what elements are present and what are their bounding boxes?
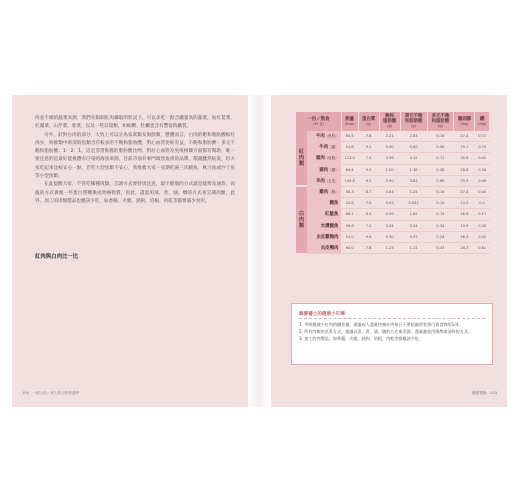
table-cell: 9.5	[358, 164, 379, 175]
table-cell: 30.8	[454, 153, 475, 164]
table-cell: 1.11	[400, 242, 427, 253]
table-cell: 0.17	[475, 209, 490, 220]
table-row	[296, 242, 490, 253]
col-header-unit: (mg)	[460, 121, 469, 126]
food-name: 豬肉	[316, 156, 325, 162]
table-cell: 0.30	[475, 220, 490, 231]
table-cell: 0.43	[427, 242, 454, 253]
table-cell: 0.71	[427, 153, 454, 164]
paragraph: 另外，針對白肉的部分，大致上可以分為家禽類及海鮮類，整體而言，白肉的飽和脂肪酸較紅肉少，海鮮類中的深海魚類含有較多的不飽和脂肪酸，對心血管比較有益，不飽和脂肪酸：多元不飽和脂肪酸：1：2：1，這是非常推薦的脂肪酸比例，對於心血管及免疫相關方面都有幫助，唯一要注意的是最好能挑選有汙染的海魚來源，目前市面有專門販售魚肉的品牌，價錢雖然較貴，但大家吃起來比較安心一點，若吃大型魚類不安心，我推薦大家一星期吃兩三次鯖魚、秋刀魚或沙丁魚等小型魚類。	[35, 132, 235, 180]
row-group-label: 白 肉 類	[296, 186, 307, 253]
table-cell: 0.1	[475, 198, 490, 209]
table-cell: 0.42	[475, 153, 490, 164]
body-text	[35, 115, 235, 206]
table-row	[296, 164, 490, 175]
food-cut: （腱）	[328, 145, 339, 150]
row-food-name	[307, 242, 341, 253]
table-cell: 0.60	[400, 142, 427, 153]
table-cell: 32.6	[341, 198, 358, 209]
food-name: 水漬鮪魚	[320, 223, 339, 229]
table-cell: 0.16	[427, 131, 454, 142]
table-cell: 0.24	[400, 220, 427, 231]
col-header-pufa	[427, 112, 454, 131]
table-row	[296, 198, 490, 209]
col-header-unit: (Kcal)	[344, 121, 355, 126]
table-cell: 3.83	[400, 175, 427, 186]
table-cell: 2.90	[379, 175, 400, 186]
table-cell: 0.40	[475, 186, 490, 197]
table-cell: 0.34	[427, 220, 454, 231]
col-header-label: 鐵	[480, 116, 485, 122]
table-cell: 9.6	[358, 231, 379, 242]
col-header-label: 單元不飽 和脂肪酸	[404, 114, 423, 124]
col-header-label: 蛋白質	[361, 116, 376, 122]
col-header-iron	[475, 112, 490, 131]
row-food-name	[307, 164, 341, 175]
food-name: 去皮雞胸肉	[316, 234, 339, 240]
food-name: 牛肉	[316, 134, 325, 140]
table-cell: 1.25	[379, 242, 400, 253]
left-footer: 196 一個人的一家人的日常營養學	[22, 391, 80, 395]
table-cell: 66.1	[341, 209, 358, 220]
table-cell: 0.032	[400, 198, 427, 209]
tip-item: 3. 加工的肉製品，如香腸、火腿、熱狗、培根、肉乾等都應該少吃。	[299, 336, 423, 342]
col-header-label: 膽固醇	[457, 116, 471, 122]
table-cell: 7.8	[358, 242, 379, 253]
table-cell: 109.8	[341, 175, 358, 186]
table-cell: 8.4	[358, 209, 379, 220]
row-food-name	[307, 153, 341, 164]
col-header-item	[296, 112, 341, 131]
col-header-protein	[358, 112, 379, 131]
tips-divider	[299, 318, 485, 319]
table-row	[296, 220, 490, 231]
food-name: 豬肉	[319, 167, 329, 173]
table-cell: 0.24	[379, 220, 400, 231]
table-header-row	[296, 112, 490, 131]
col-header-mufa	[400, 112, 427, 131]
table-cell: 1.00	[379, 164, 400, 175]
table-cell: 4.12	[400, 153, 427, 164]
table-cell: 13.9	[454, 220, 475, 231]
col-header-unit: （35 克）	[310, 121, 327, 126]
food-name: 雞肉	[319, 190, 329, 196]
row-food-name	[307, 142, 341, 153]
col-header-cholesterol	[454, 112, 475, 131]
right-footer: 醣類選脂 203	[472, 391, 497, 395]
table-cell: 64.4	[341, 164, 358, 175]
food-name: 去皮鴨肉	[320, 245, 339, 251]
table-cell: 2.21	[379, 131, 400, 142]
tip-item: 1. 平時應減少紅肉的攝食量，建議成人盡量控制紅肉每日不要超過所有蛋白質食物的1/4。	[299, 322, 463, 327]
table-row	[296, 175, 490, 186]
table-row	[296, 153, 490, 164]
table-cell: 3.36	[379, 153, 400, 164]
table-cell: 2.63	[400, 131, 427, 142]
table-row	[296, 209, 490, 220]
tip-item: 2. 所有肉類的烹煮方式，建議以蒸、煮、滷、燉的方式來烹調，盡量避免用燒烤或油炸的方式。	[299, 329, 473, 335]
table-cell: 0.49	[475, 175, 490, 186]
left-page	[12, 95, 248, 407]
food-cut: （里肌）	[324, 156, 339, 161]
col-header-unit: (g)	[438, 124, 443, 128]
right-page	[271, 95, 507, 407]
table-cell: 0.32	[475, 231, 490, 242]
table-cell: 26.3	[454, 231, 475, 242]
tips-title: 韓營養士的健康小叮嚀	[299, 312, 345, 317]
section-subhead: 紅肉與白肉比一比	[35, 254, 79, 260]
food-cut: （五花）	[324, 178, 339, 183]
table-row	[296, 186, 490, 197]
table-cell: 8.7	[358, 186, 379, 197]
table-cell: 28.8	[454, 164, 475, 175]
table-cell: 7.4	[358, 153, 379, 164]
nutrition-table	[296, 112, 490, 255]
book-spine	[248, 95, 271, 407]
row-food-name	[307, 198, 341, 209]
paragraph: 在此提醒大家，不管吃哪種肉類，烹調方式要特別注意，最不健康的方式就是燒烤及油炸，高溫的方式會使一些蛋白質轉換成致癌物質，因此，盡量用蒸、煮、滷、燉的方式來烹調肉類，此外，加工的肉類製品也應該少吃，如香腸、火腿、熱狗、培根、肉乾等都要減少食用。	[35, 182, 235, 204]
table-cell: 0.30	[379, 231, 400, 242]
table-cell: 1.24	[400, 186, 427, 197]
food-cut: （里肌）	[324, 134, 339, 139]
table-cell: 1.62	[400, 209, 427, 220]
table-cell: 0.34	[475, 164, 490, 175]
table-cell: 7.0	[358, 198, 379, 209]
food-name: 羊肉	[316, 178, 325, 184]
table-cell: 113.4	[341, 153, 358, 164]
row-food-name	[307, 131, 341, 142]
row-group-label: 紅 肉 類	[296, 131, 307, 186]
table-cell: 0.06	[427, 142, 454, 153]
table-cell: 6.5	[358, 175, 379, 186]
table-cell: 0.72	[475, 131, 490, 142]
table-cell: 29.5	[454, 175, 475, 186]
col-header-label: 熱量	[345, 116, 355, 122]
table-cell: 0.84	[379, 186, 400, 197]
row-food-name	[307, 175, 341, 186]
table-cell: 84.5	[341, 131, 358, 142]
table-cell: 19.1	[454, 142, 475, 153]
table-cell: 26.7	[454, 242, 475, 253]
table-cell: 0.03	[379, 198, 400, 209]
col-header-label: 一份／熟食	[307, 116, 330, 122]
table-row	[296, 231, 490, 242]
food-name: 牛肉	[319, 145, 329, 151]
table-cell: 27.4	[454, 186, 475, 197]
table-cell: 0.66	[427, 175, 454, 186]
paragraph: 肉並不總的蔬菜來源，我們在限制紅肉攝取的狀況下，可以多吃一點含鐵量高的蔬菜，如紅莧菜、紅鳳菜、山芹菜、紫菜，以及一些貝殼類，如蛤蜊、牡蠣也含有豐富的鐵質。	[35, 116, 235, 130]
food-name: 紅鮭魚	[325, 212, 339, 218]
row-food-name	[307, 220, 341, 231]
table-cell: 14.5	[454, 198, 475, 209]
table-row	[296, 142, 490, 153]
table-cell: 0.81	[475, 242, 490, 253]
table-cell: 9.1	[358, 142, 379, 153]
col-header-calories	[341, 112, 358, 131]
table-cell: 0.40	[379, 142, 400, 153]
table-cell: 0.74	[427, 209, 454, 220]
table-cell: 60.0	[341, 242, 358, 253]
table-row	[296, 131, 490, 142]
table-cell: 51.0	[341, 231, 358, 242]
table-cell: 51.8	[341, 142, 358, 153]
col-header-unit: (g)	[411, 124, 416, 128]
col-header-saturated-fat	[379, 112, 400, 131]
table-cell: 0.24	[427, 231, 454, 242]
row-food-name	[307, 186, 341, 197]
table-cell: 27.4	[454, 131, 475, 142]
food-cut: （腱）	[328, 167, 339, 172]
table-cell: 0.75	[475, 142, 490, 153]
col-header-unit: (mg)	[478, 121, 487, 126]
table-cell: 7.2	[358, 220, 379, 231]
nutrition-table-body	[296, 131, 490, 254]
col-header-unit: (g)	[366, 121, 371, 126]
table-cell: 0.28	[427, 164, 454, 175]
row-food-name	[307, 231, 341, 242]
table-cell: 39.8	[341, 220, 358, 231]
row-food-name	[307, 209, 341, 220]
col-header-unit: (g)	[387, 124, 393, 128]
food-cut: （胸）	[328, 190, 339, 195]
col-header-label: 多元不飽 和脂肪酸	[431, 114, 450, 124]
table-cell: 0.59	[379, 209, 400, 220]
col-header-label: 飽和 脂肪酸	[383, 114, 397, 124]
table-cell: 58.3	[341, 186, 358, 197]
table-cell: 7.8	[358, 131, 379, 142]
table-cell: 26.6	[454, 209, 475, 220]
tips-list	[299, 321, 487, 343]
table-cell: 0.16	[427, 186, 454, 197]
table-cell: 0.37	[400, 231, 427, 242]
table-cell: 0.10	[427, 198, 454, 209]
health-tips-box	[291, 303, 493, 365]
food-name: 鯖魚	[329, 201, 339, 207]
table-cell: 1.36	[400, 164, 427, 175]
